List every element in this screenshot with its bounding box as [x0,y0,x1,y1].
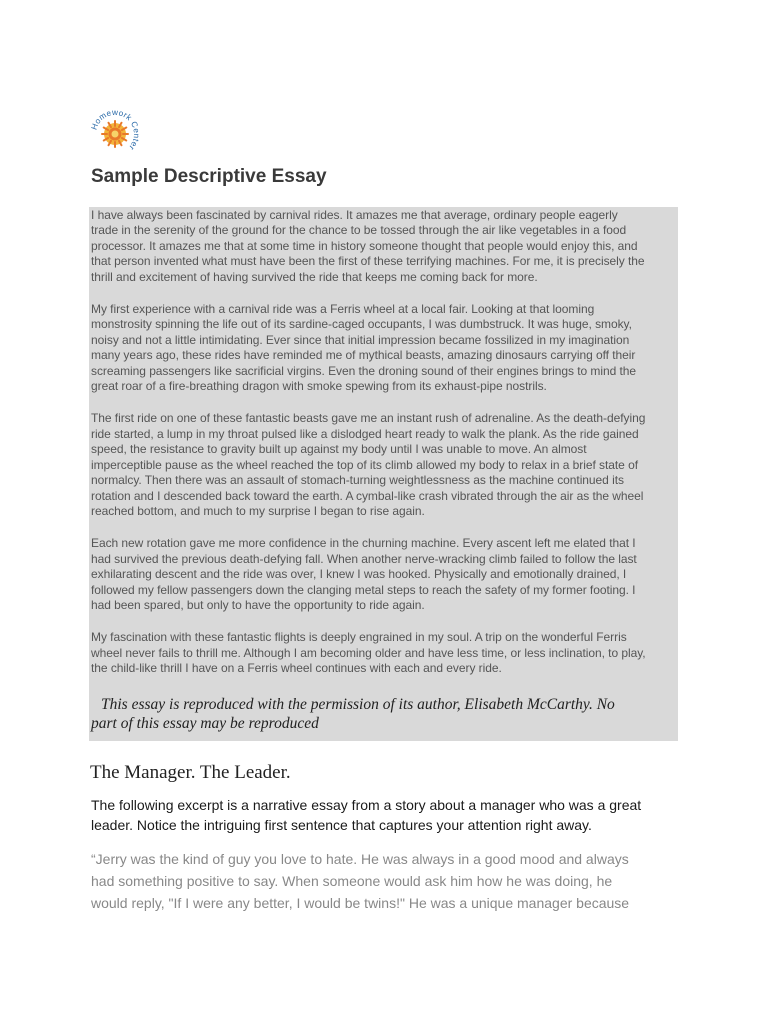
essay-box [89,207,678,741]
essay-line: that person invented what must have been the first of these terrifying machines. For me, it is precisely the [91,254,645,269]
intro-paragraph [91,795,681,835]
essay-line: monstrosity spinning the life out of its sardine-caged occupants, I was dumbstruck. It was huge, smoky, [91,317,632,332]
quote-paragraph [91,848,681,914]
essay-paragraph [91,536,678,613]
essay-line: trade in the serenity of the ground for the chance to be tossed through the air like vegetables in a food [91,223,627,238]
logo-text: Homework Center [89,107,142,152]
essay-line: My first experience with a carnival ride was a Ferris wheel at a local fair. Looking at that looming [91,302,595,317]
permission-line-1: This essay is reproduced with the permission of its author, Elisabeth McCarthy. No [101,695,615,713]
section-heading: The Manager. The Leader. [90,762,291,783]
essay-line: normalcy. Then there was an assault of stomach-turning weightlessness as the machine continued its [91,473,624,488]
essay-line: many years ago, these rides have reminded me of mythical beasts, amazing dinosaurs carrying off their [91,348,636,363]
essay-line: the child-like thrill I have on a Ferris wheel continues with each and every ride. [91,661,502,676]
homework-center-logo [88,107,142,161]
essay-line: wheel never fails to thrill me. Although I am becoming older and have less time, or less inclination, to play, [91,645,646,660]
essay-line: ride started, a lump in my throat pulsed like a dislodged heart ready to walk the plank. As the ride gained [91,426,639,441]
essay-line: processor. It amazes me that at some time in history someone thought that people would enjoy this, and [91,238,638,253]
intro-line: The following excerpt is a narrative essay from a story about a manager who was a great [91,797,642,813]
essay-line: reached bottom, and much to my surprise I began to rise again. [91,503,425,518]
quote-line: had something positive to say. When someone would ask him how he was doing, he [91,873,613,889]
essay-line: great roar of a fire-breathing dragon with smoke spewing from its exhaust-pipe nostrils. [91,379,547,394]
quote-line: would reply, "If I were any better, I would be twins!" He was a unique manager because [91,895,630,911]
permission-note [91,695,678,733]
essay-line: speed, the resistance to gravity built up against my body until I was unable to move. An almost [91,442,587,457]
essay-line: rotation and I descended back toward the earth. A cymbal-like crash vibrated through the air as the wheel [91,488,644,503]
essay-paragraph [91,207,678,285]
sun-icon [102,121,128,147]
essay-line: screaming passengers like sacrificial virgins. Even the droning sound of their engines brings to mind the [91,363,637,378]
essay-line: I have always been fascinated by carnival rides. It amazes me that average, ordinary people eagerly [91,208,618,222]
essay-line: Each new rotation gave me more confidence in the churning machine. Every ascent left me elated that I [91,536,636,551]
essay-line: thrill and excitement of having survived the ride that keeps me coming back for more. [91,269,538,284]
essay-line: noisy and not a little intimidating. Ever since that initial impression became fossilized in my imagination [91,332,630,347]
essay-line: My fascination with these fantastic flights is deeply engrained in my soul. A trip on the wonderful Ferris [91,630,627,645]
essay-line: had survived the previous death-defying fall. When another nerve-wracking climb failed to follow the last [91,551,637,566]
essay-line: The first ride on one of these fantastic beasts gave me an instant rush of adrenaline. As the death-defying [91,411,646,426]
essay-paragraph [91,302,678,394]
essay-line: imperceptible pause as the wheel reached the top of its climb allowed my body to relax in a brief state of [91,457,639,472]
essay-line: had been spared, but only to have the opportunity to ride again. [91,597,425,612]
essay-paragraph [91,411,678,519]
intro-line: leader. Notice the intriguing first sentence that captures your attention right away. [91,817,592,833]
essay-line: followed my fellow passengers down the clanging metal steps to reach the safety of my former footing. I [91,582,636,597]
quote-line: “Jerry was the kind of guy you love to hate. He was always in a good mood and always [91,851,629,867]
permission-line-2: part of this essay may be reproduced [91,714,319,732]
essay-title: Sample Descriptive Essay [91,166,327,187]
essay-line: exhilarating descent and the ride was over, I knew I was hooked. Physically and emotionally drained, I [91,567,627,582]
essay-paragraph [91,630,678,676]
